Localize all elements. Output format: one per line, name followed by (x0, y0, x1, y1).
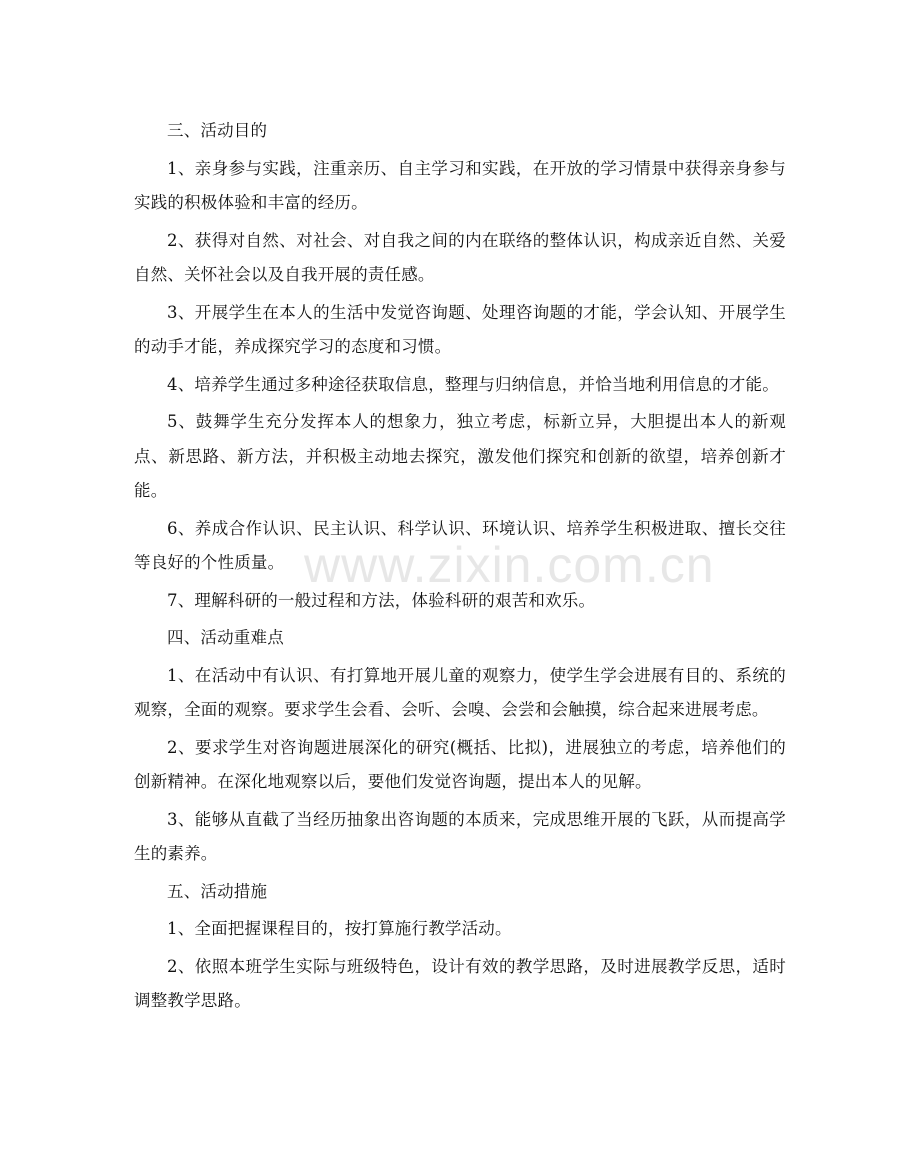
paragraph-key-point-3: 3、能够从直截了当经历抽象出咨询题的本质来，完成思维开展的飞跃，从而提高学生的素养。 (134, 809, 786, 863)
paragraph-goal-4: 4、培养学生通过多种途径获取信息，整理与归纳信息，并恰当地利用信息的才能。 (167, 374, 779, 394)
paragraph-key-point-1: 1、在活动中有认识、有打算地开展儿童的观察力，使学生学会进展有目的、系统的观察，全面的观察。要求学生会看、会听、会嗅、会尝和会触摸，综合起来进展考虑。 (134, 665, 786, 719)
paragraph-goal-3: 3、开展学生在本人的生活中发觉咨询题、处理咨询题的才能，学会认知、开展学生的动手才能，养成探究学习的态度和习惯。 (134, 302, 786, 356)
paragraph-goal-6: 6、养成合作认识、民主认识、科学认识、环境认识、培养学生积极进取、擅长交往等良好的个性质量。 (134, 518, 786, 572)
paragraph-measure-2: 2、依照本班学生实际与班级特色，设计有效的教学思路，及时进展教学反思，适时调整教学思路。 (134, 956, 786, 1010)
section-heading-key-points: 四、活动重难点 (167, 628, 284, 647)
section-heading-measures: 五、活动措施 (167, 881, 268, 901)
paragraph-goal-5: 5、鼓舞学生充分发挥本人的想象力，独立考虑，标新立异，大胆提出本人的新观点、新思路、新方法，并积极主动地去探究，激发他们探究和创新的欲望，培养创新才能。 (134, 412, 786, 500)
document-body (134, 114, 786, 1022)
section-heading-goals: 三、活动目的 (167, 121, 268, 140)
paragraph-key-point-2: 2、要求学生对咨询题进展深化的研究(概括、比拟)，进展独立的考虑，培养他们的创新精神。在深化地观察以后，要他们发觉咨询题，提出本人的见解。 (134, 737, 786, 791)
paragraph-measure-1: 1、全面把握课程目的，按打算施行教学活动。 (167, 919, 512, 938)
paragraph-goal-2: 2、获得对自然、对社会、对自我之间的内在联络的整体认识，构成亲近自然、关爱自然、关怀社会以及自我开展的责任感。 (134, 230, 786, 284)
paragraph-goal-7: 7、理解科研的一般过程和方法，体验科研的艰苦和欢乐。 (167, 590, 596, 610)
paragraph-goal-1: 1、亲身参与实践，注重亲历、自主学习和实践，在开放的学习情景中获得亲身参与实践的积极体验和丰富的经历。 (134, 158, 786, 212)
watermark: www.zixin.com.cn (304, 537, 715, 593)
